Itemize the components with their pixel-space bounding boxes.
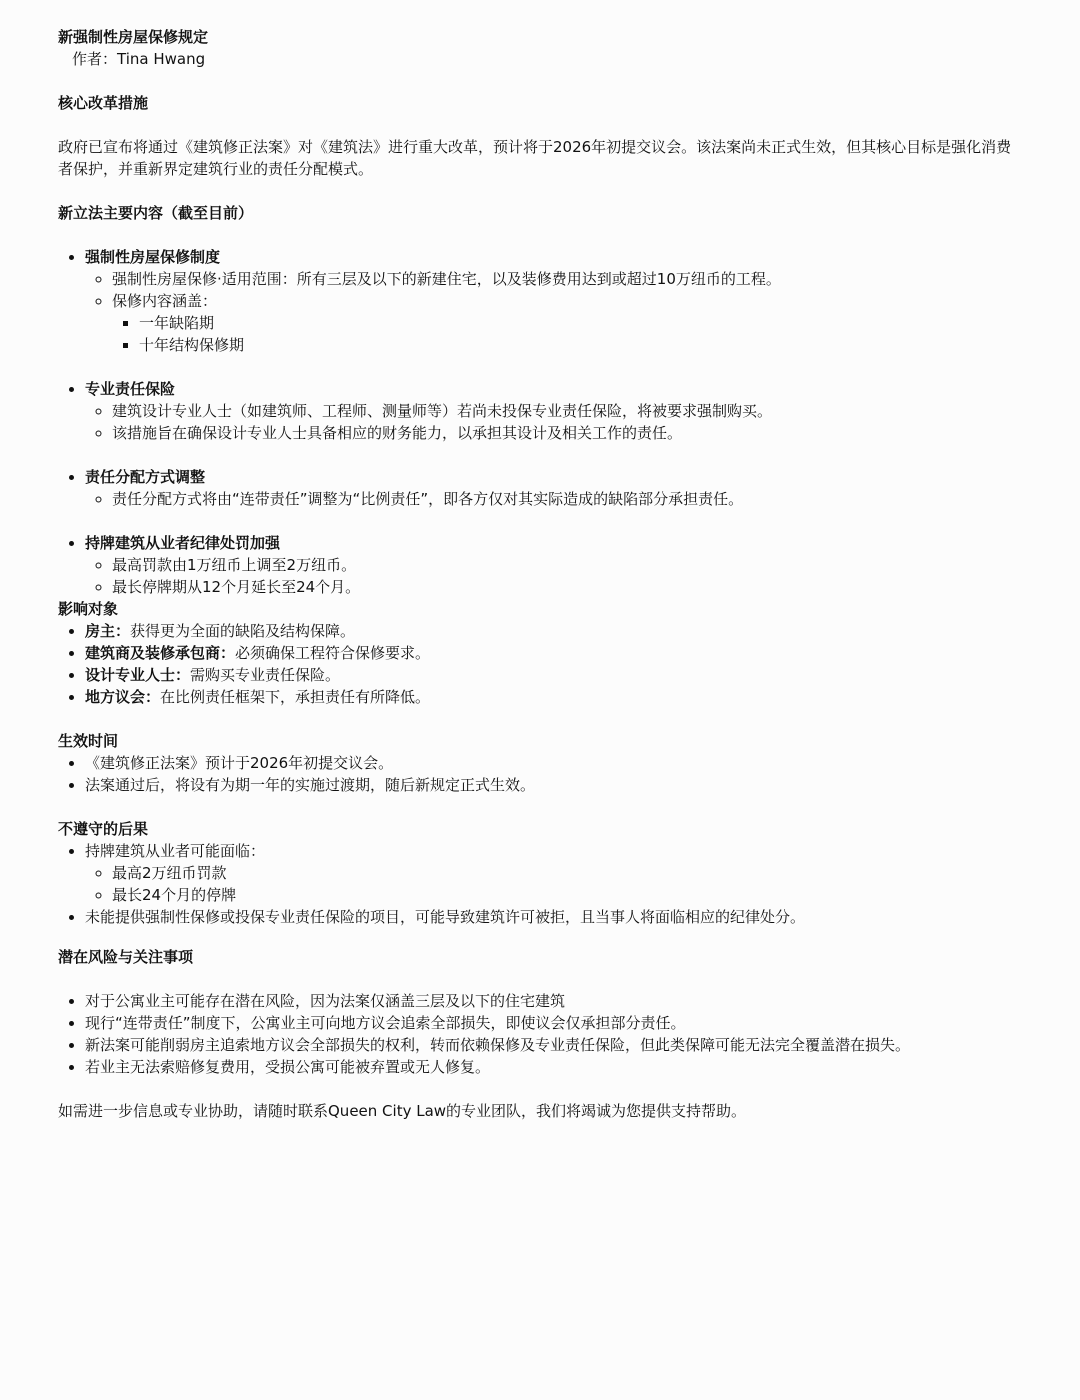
list-item: • 《建筑修正法案》预计于2026年初提交议会。 <box>85 752 1022 774</box>
list-item: • 若业主无法索赔修复费用，受损公寓可能被弃置或无人修复。 <box>85 1056 1022 1078</box>
contents-list <box>58 466 1022 510</box>
list-item <box>85 532 1022 598</box>
heading-core: 核心改革措施 <box>58 94 149 112</box>
author-line: 作者：Tina Hwang <box>72 50 206 68</box>
list-item: ◦ 最高罚款由1万纽币上调至2万纽币。 <box>112 554 1022 576</box>
contents-list <box>58 246 1022 356</box>
heading-contents: 新立法主要内容（截至目前） <box>58 204 254 222</box>
list-item <box>85 246 1022 356</box>
timing-list <box>58 752 1022 796</box>
list-item: ◦ 最长停牌期从12个月延长至24个月。 <box>112 576 1022 598</box>
list-item: • 法案通过后，将设有为期一年的实施过渡期，随后新规定正式生效。 <box>85 774 1022 796</box>
list-item: • 持牌建筑从业者可能面临： ◦ 最高2万纽币罚款 ◦ 最长24个月的停牌 <box>85 840 1022 906</box>
section-title: 专业责任保险 <box>85 380 176 398</box>
consequences-list <box>58 840 1022 928</box>
list-item <box>85 378 1022 444</box>
list-item: • 现行“连带责任”制度下，公寓业主可向地方议会追索全部损失，即使议会仅承担部分责任。 <box>85 1012 1022 1034</box>
affected-list <box>58 620 1022 708</box>
contents-list <box>58 378 1022 444</box>
list-item: • 未能提供强制性保修或投保专业责任保险的项目，可能导致建筑许可被拒，且当事人将面临相应的纪律处分。 <box>85 906 1022 928</box>
list-item <box>85 466 1022 510</box>
list-item: ◦ 最长24个月的停牌 <box>112 884 1022 906</box>
list-item: ▪ 十年结构保修期 <box>139 334 1022 356</box>
list-item: ◦ 该措施旨在确保设计专业人士具备相应的财务能力，以承担其设计及相关工作的责任。 <box>112 422 1022 444</box>
list-item: ▪ 一年缺陷期 <box>139 312 1022 334</box>
list-item: ◦ 保修内容涵盖： ▪ 一年缺陷期 ▪ 十年结构保修期 <box>112 290 1022 356</box>
list-item: • 对于公寓业主可能存在潜在风险，因为法案仅涵盖三层及以下的住宅建筑 <box>85 990 1022 1012</box>
heading-affected: 影响对象 <box>58 600 119 618</box>
risks-list <box>58 990 1022 1078</box>
list-item: • 设计专业人士：需购买专业责任保险。 <box>85 664 1022 686</box>
list-item: ◦ 建筑设计专业人士（如建筑师、工程师、测量师等）若尚未投保专业责任保险，将被要求强制购买。 <box>112 400 1022 422</box>
heading-risks: 潜在风险与关注事项 <box>58 948 194 966</box>
heading-consequences: 不遵守的后果 <box>58 820 149 838</box>
closing-paragraph: 如需进一步信息或专业协助，请随时联系Queen City Law的专业团队，我们将竭诚为您提供支持帮助。 <box>58 1102 747 1120</box>
section-title: 持牌建筑从业者纪律处罚加强 <box>85 534 281 552</box>
list-item: • 建筑商及装修承包商：必须确保工程符合保修要求。 <box>85 642 1022 664</box>
list-item: ◦ 强制性房屋保修·适用范围：所有三层及以下的新建住宅，以及装修费用达到或超过10万纽币的工程。 <box>112 268 1022 290</box>
contents-list <box>58 532 1022 598</box>
list-item: ◦ 最高2万纽币罚款 <box>112 862 1022 884</box>
list-item: • 地方议会：在比例责任框架下，承担责任有所降低。 <box>85 686 1022 708</box>
document-title: 新强制性房屋保修规定 <box>58 28 209 46</box>
section-title: 责任分配方式调整 <box>85 468 206 486</box>
list-item: • 房主：获得更为全面的缺陷及结构保障。 <box>85 620 1022 642</box>
section-title: 强制性房屋保修制度 <box>85 248 221 266</box>
list-item: • 新法案可能削弱房主追索地方议会全部损失的权利，转而依赖保修及专业责任保险，但此类保障可能无法完全覆盖潜在损失。 <box>85 1034 1022 1056</box>
list-item: ◦ 责任分配方式将由“连带责任”调整为“比例责任”，即各方仅对其实际造成的缺陷部分承担责任。 <box>112 488 1022 510</box>
core-paragraph: 政府已宣布将通过《建筑修正法案》对《建筑法》进行重大改革，预计将于2026年初提交议会。该法案尚未正式生效，但其核心目标是强化消费者保护，并重新界定建筑行业的责任分配模式。 <box>58 138 1012 178</box>
heading-timing: 生效时间 <box>58 732 119 750</box>
